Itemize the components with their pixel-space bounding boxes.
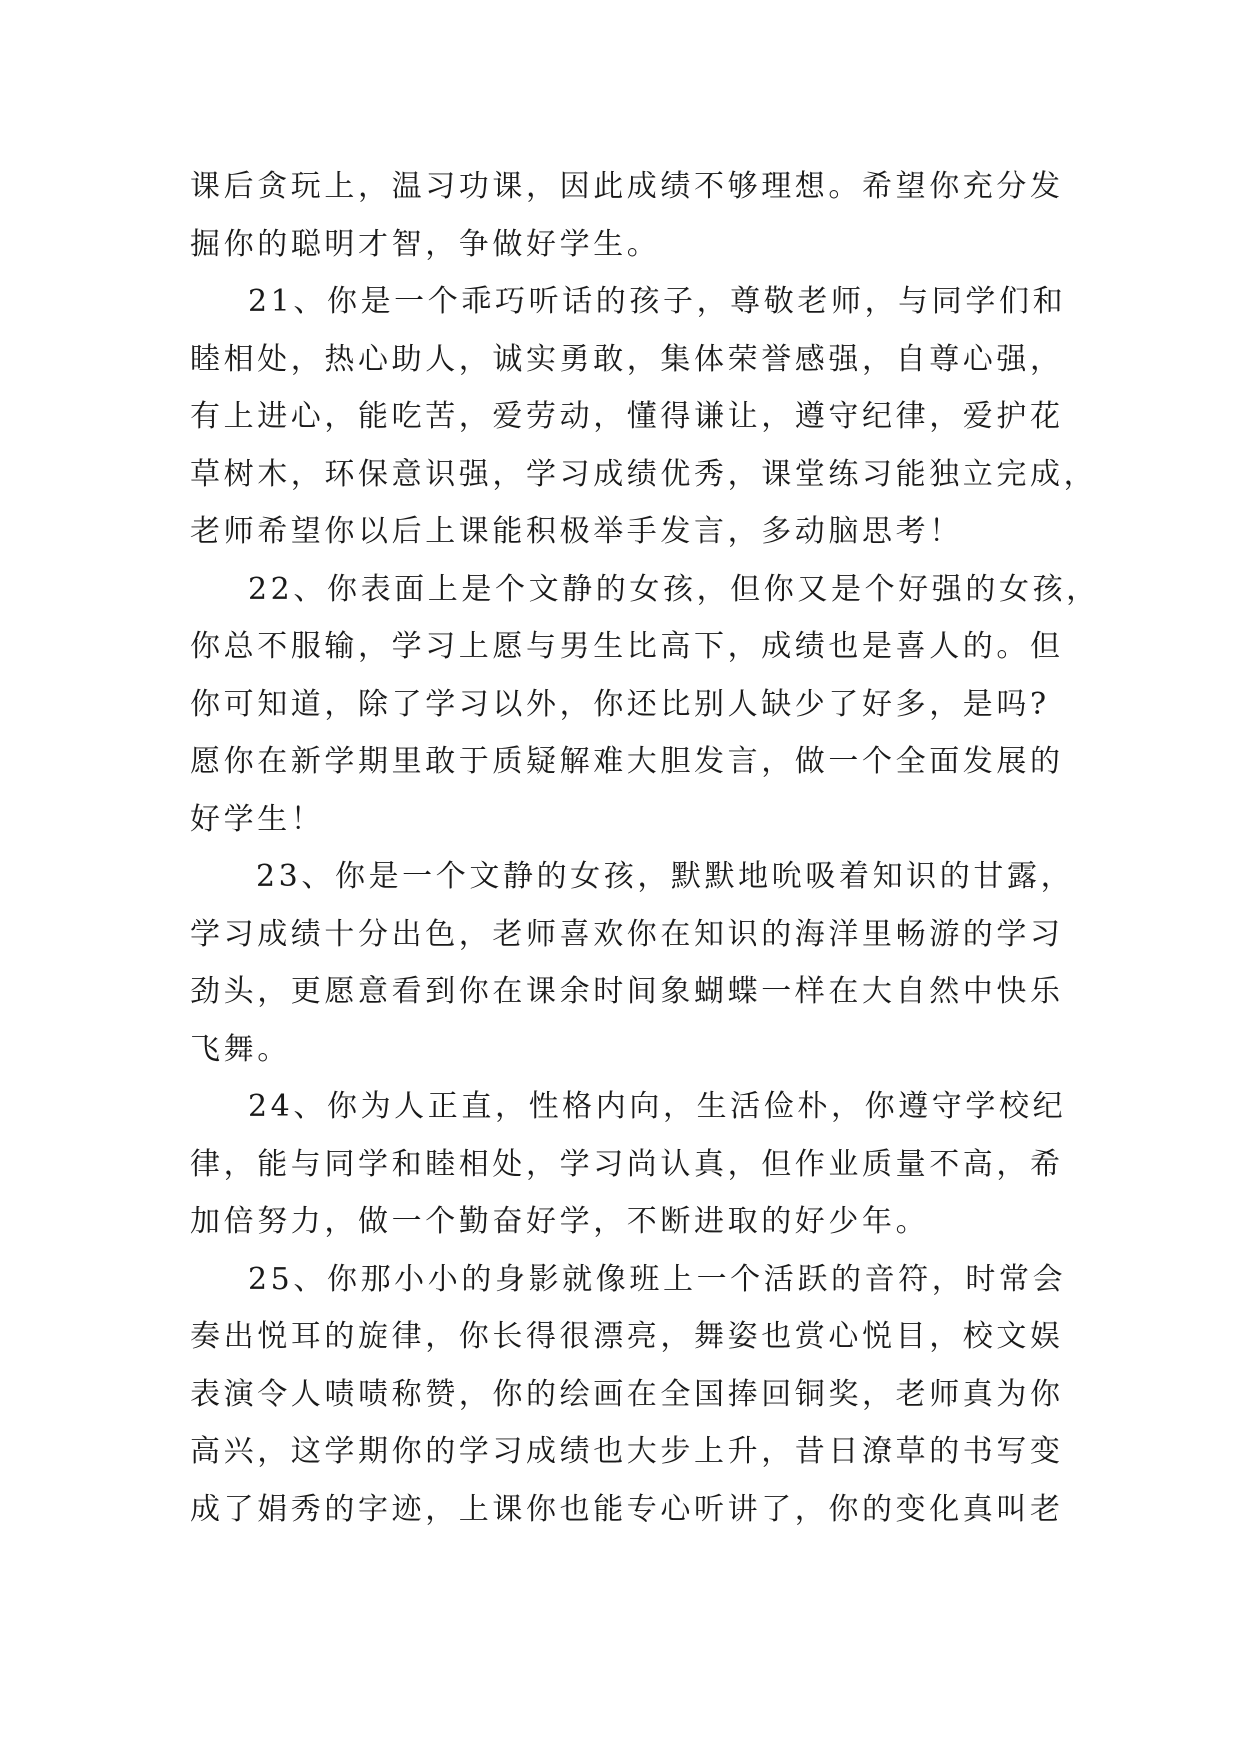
text-line: 掘你的聪明才智，争做好学生。 [190,226,661,262]
document-body [190,158,1100,1538]
text-line: 律，能与同学和睦相处，学习尚认真，但作业质量不高，希 [190,1146,1064,1182]
text-line: 奏出悦耳的旋律，你长得很漂亮，舞姿也赏心悦目，校文娱 [190,1319,1064,1354]
text-line: 加倍努力，做一个勤奋好学，不断进取的好少年。 [190,1204,930,1239]
text-line: 愿你在新学期里敢于质疑解难大胆发言，做一个全面发展的 [190,744,1064,779]
text-line: 有上进心，能吃苦，爱劳动，懂得谦让，遵守纪律，爱护花 [190,399,1064,434]
text-line: 飞舞。 [190,1031,291,1067]
text-line: 你可知道，除了学习以外，你还比别人缺少了好多，是吗? [190,686,1050,722]
text-line: 好学生！ [190,801,325,837]
text-line: 你总不服输，学习上愿与男生比高下，成绩也是喜人的。但 [190,629,1064,664]
text-line: 老师希望你以后上课能积极举手发言，多动脑思考！ [190,514,963,549]
text-line: 学习成绩十分出色，老师喜欢你在知识的海洋里畅游的学习 [190,916,1064,952]
text-line: 睦相处，热心助人，诚实勇敢，集体荣誉感强，自尊心强， [190,341,1064,377]
paragraph-22-start: 22、你表面上是个文静的女孩，但你又是个好强的女孩， [248,571,1100,607]
paragraph-25-start: 25、你那小小的身影就像班上一个活跃的音符，时常会 [248,1261,1067,1297]
text-line: 成了娟秀的字迹，上课你也能专心听讲了，你的变化真叫老 [190,1491,1064,1527]
text-line: 高兴，这学期你的学习成绩也大步上升，昔日潦草的书写变 [190,1434,1064,1469]
paragraph-21-start: 21、你是一个乖巧听话的孩子，尊敬老师，与同学们和 [248,284,1067,319]
text-line: 草树木，环保意识强，学习成绩优秀，课堂练习能独立完成， [190,456,1098,492]
text-line: 课后贪玩上，温习功课，因此成绩不够理想。希望你充分发 [190,169,1064,204]
text-line: 表演令人啧啧称赞，你的绘画在全国捧回铜奖，老师真为你 [190,1376,1064,1412]
paragraph-23-start: 23、你是一个文静的女孩，默默地吮吸着知识的甘露， [256,859,1075,894]
paragraph-24-start: 24、你为人正直，性格内向，生活俭朴，你遵守学校纪 [248,1089,1067,1124]
text-line: 劲头，更愿意看到你在课余时间象蝴蝶一样在大自然中快乐 [190,974,1064,1009]
